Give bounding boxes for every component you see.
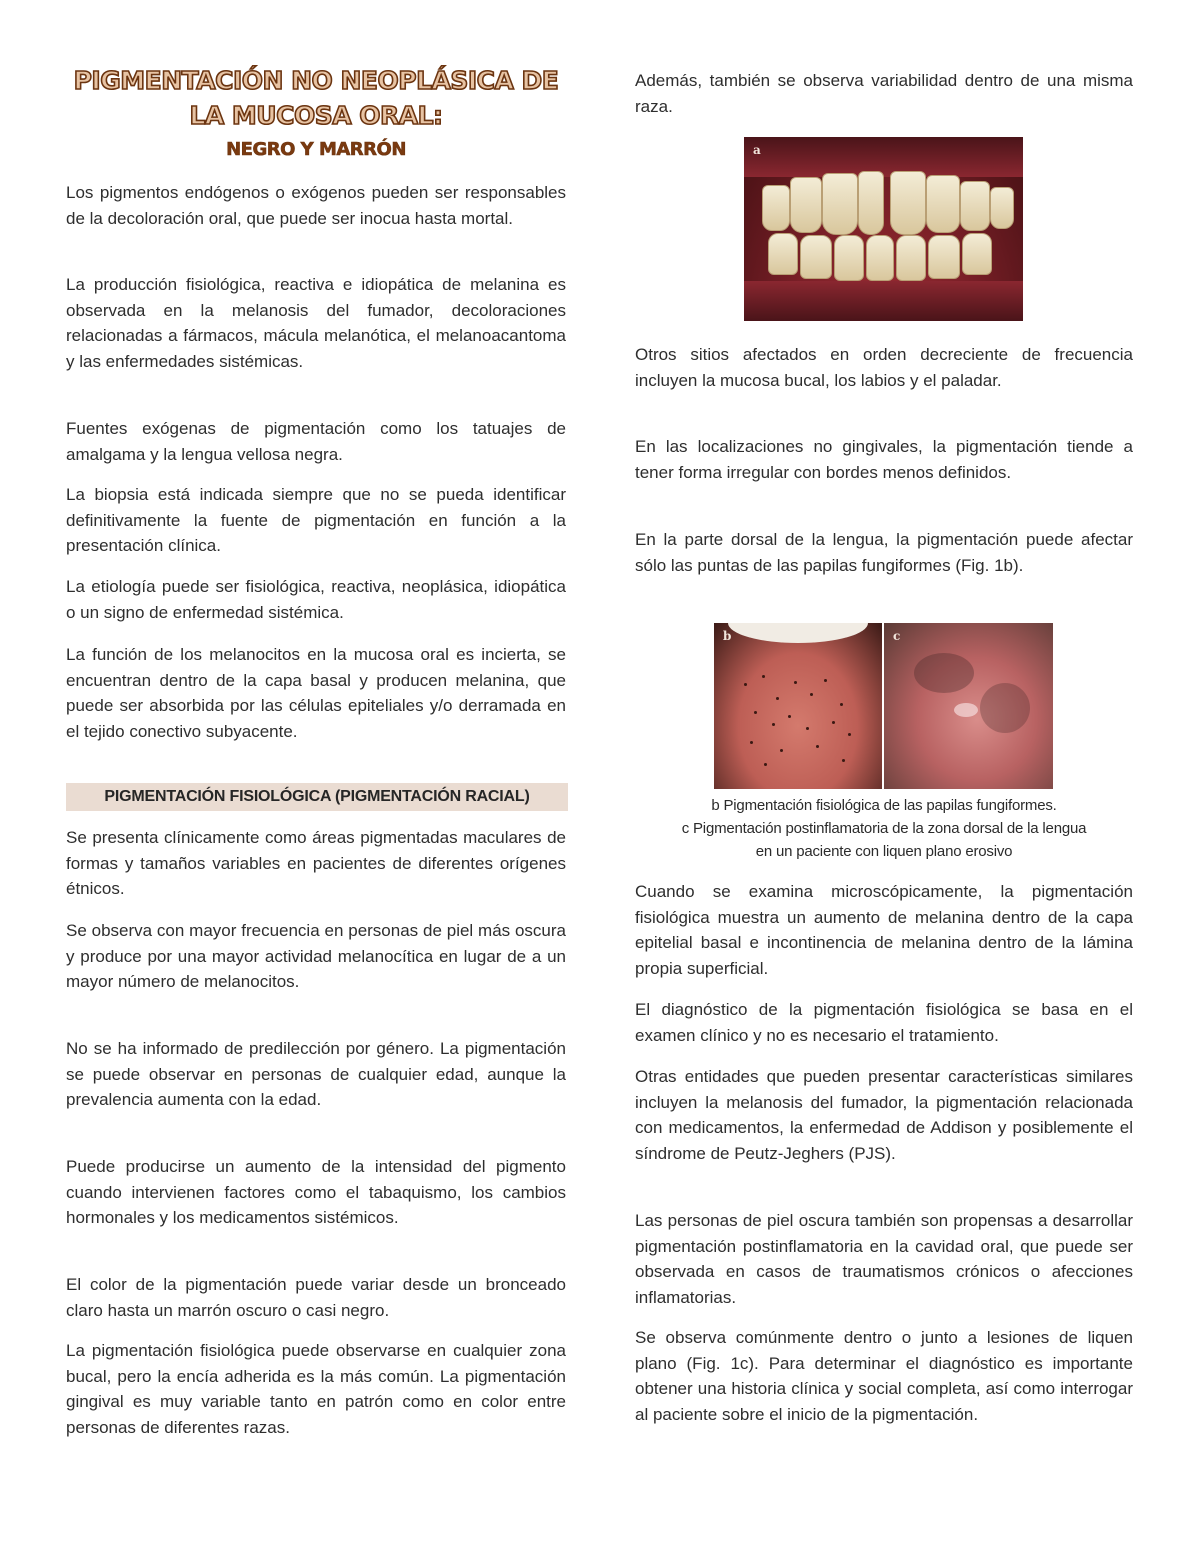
paragraph-exogenous-sources: Fuentes exógenas de pigmentación como los tatuajes de amalgama y la lengua vellosa negra. (66, 419, 566, 464)
paragraph-location: La pigmentación fisiológica puede observarse en cualquier zona bucal, pero la encía adherida es la más común. La pigmentación gingival es muy variable tanto en patrón como en color entre personas de diferentes razas. (66, 1341, 566, 1437)
page-subtitle: NEGRO Y MARRÓN (226, 139, 406, 160)
paragraph-clinical-presentation: Se presenta clínicamente como áreas pigmentadas maculares de formas y tamaños variables en pacientes de diferentes orígenes étnicos. (66, 828, 566, 899)
paragraph-intro: Los pigmentos endógenos o exógenos pueden ser responsables de la decoloración oral, que puede ser inocua hasta mortal. (66, 183, 566, 228)
paragraph-diagnosis: El diagnóstico de la pigmentación fisiológica se basa en el examen clínico y no es necesario el tratamiento. (635, 1000, 1133, 1045)
paragraph-biopsy: La biopsia está indicada siempre que no se pueda identificar definitivamente la fuente de pigmentación en función a la presentación clínica. (66, 485, 566, 556)
paragraph-dorsal-tongue: En la parte dorsal de la lengua, la pigmentación puede afectar sólo las puntas de las papilas fungiformes (Fig. 1b). (635, 530, 1133, 575)
paragraph-variability: Además, también se observa variabilidad dentro de una misma raza. (635, 71, 1133, 116)
figure-a-label: a (753, 143, 761, 157)
paragraph-melanocytes: La función de los melanocitos en la mucosa oral es incierta, se encuentran dentro de la capa basal y producen melanina, que puede ser absorbida por las células epiteliales y/o derramada en el tejido conectivo subyacente. (66, 645, 566, 741)
paragraph-frequency: Se observa con mayor frecuencia en personas de piel más oscura y produce por una mayor actividad melanocítica en lugar de a un mayor número de melanocitos. (66, 921, 566, 992)
page-title-line-2: LA MUCOSA ORAL: (189, 101, 443, 130)
figure-a-gingival-pigmentation-photo (744, 137, 1023, 321)
figure-b-caption: b Pigmentación fisiológica de las papilas fungiformes. (711, 797, 1057, 814)
section-heading-physiological-pigmentation: PIGMENTACIÓN FISIOLÓGICA (PIGMENTACIÓN RACIAL) (66, 783, 568, 811)
figure-c-label: c (893, 629, 901, 643)
paragraph-differential: Otras entidades que pueden presentar características similares incluyen la melanosis del fumador, la pigmentación relacionada con medicamentos, la enfermedad de Addison y posiblemente el síndrome de Peutz-Jeghers (PJS). (635, 1067, 1133, 1163)
figure-c-postinflammatory-pigmentation-photo (884, 623, 1053, 789)
page-title-line-1: PIGMENTACIÓN NO NEOPLÁSICA DE (73, 66, 559, 95)
paragraph-intensity-factors: Puede producirse un aumento de la intensidad del pigmento cuando intervienen factores como el tabaquismo, los cambios hormonales y los medicamentos sistémicos. (66, 1157, 566, 1228)
paragraph-etiology: La etiología puede ser fisiológica, reactiva, neoplásica, idiopática o un signo de enfermedad sistémica. (66, 577, 566, 622)
paragraph-other-sites: Otros sitios afectados en orden decreciente de frecuencia incluyen la mucosa bucal, los labios y el paladar. (635, 345, 1133, 390)
paragraph-non-gingival: En las localizaciones no gingivales, la pigmentación tiende a tener forma irregular con bordes menos definidos. (635, 437, 1133, 482)
paragraph-gender-age: No se ha informado de predilección por género. La pigmentación se puede observar en personas de cualquier edad, aunque la prevalencia aumenta con la edad. (66, 1039, 566, 1110)
figure-b-fungiform-papillae-photo (714, 623, 882, 789)
figure-c-caption-line-2: en un paciente con liquen plano erosivo (755, 843, 1013, 860)
paragraph-lichen-planus: Se observa comúnmente dentro o junto a lesiones de liquen plano (Fig. 1c). Para determinar el diagnóstico es importante obtener una historia clínica y social completa, así como interrogar al paciente sobre el inicio de la pigmentación. (635, 1328, 1133, 1424)
paragraph-color: El color de la pigmentación puede variar desde un bronceado claro hasta un marrón oscuro o casi negro. (66, 1275, 566, 1320)
figure-c-caption-line-1: c Pigmentación postinflamatoria de la zona dorsal de la lengua (681, 820, 1087, 837)
paragraph-postinflammatory: Las personas de piel oscura también son propensas a desarrollar pigmentación postinflamatoria en la cavidad oral, que puede ser observada en casos de traumatismos crónicos o afecciones inflamatorias. (635, 1211, 1133, 1307)
paragraph-melanin-production: La producción fisiológica, reactiva e idiopática de melanina es observada en la melanosis del fumador, decoloraciones relacionadas a fármacos, mácula melanótica, el melanoacantoma y las enfermedades sistémicas. (66, 275, 566, 371)
paragraph-microscopic: Cuando se examina microscópicamente, la pigmentación fisiológica muestra un aumento de melanina dentro de la capa epitelial basal e incontinencia de melanina dentro de la lámina propia superficial. (635, 882, 1133, 978)
figure-b-label: b (723, 629, 732, 643)
